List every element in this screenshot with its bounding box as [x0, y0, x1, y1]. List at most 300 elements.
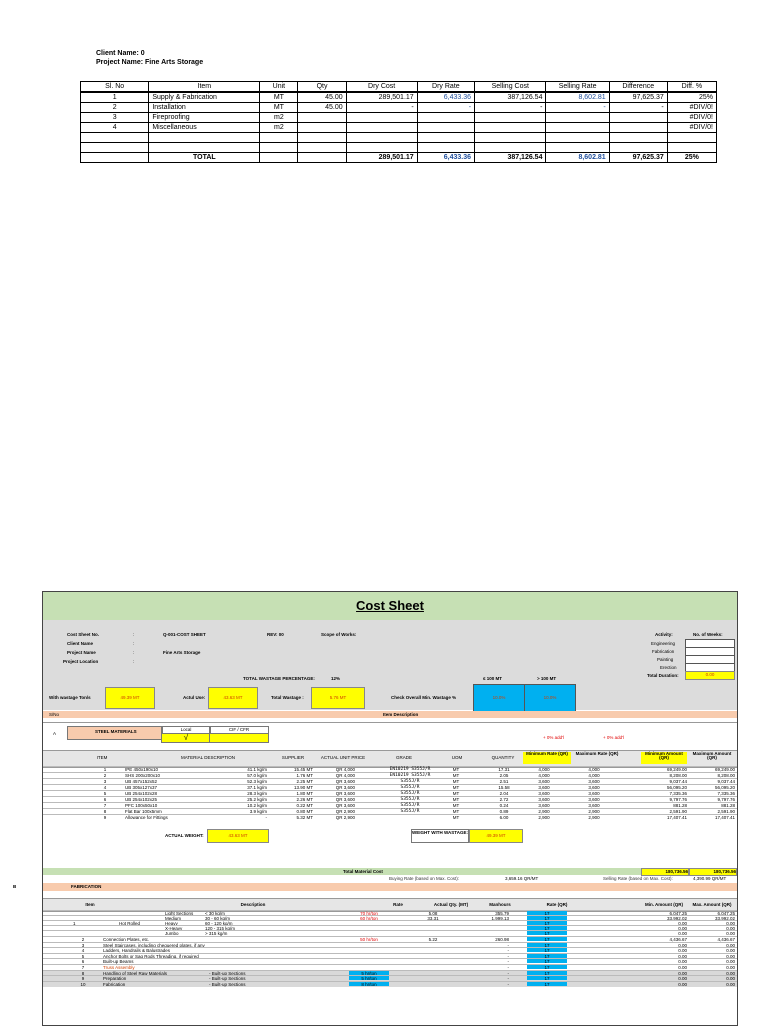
- material-cell: 28.3 kg/m: [247, 791, 267, 796]
- material-cell: 3,600: [588, 797, 600, 802]
- fabrication-cell: Ladders, Handrails & Balustrades: [103, 948, 171, 954]
- col-item: Item: [149, 82, 260, 93]
- summary-row: [81, 113, 717, 123]
- material-cell: S355J/R: [400, 785, 420, 790]
- material-cell: 17,407.41: [666, 815, 687, 820]
- col-unit: Unit: [260, 82, 298, 93]
- local-checkbox[interactable]: √: [161, 733, 211, 743]
- total-selling-rate: 8,602.81: [546, 153, 609, 163]
- summary-cell: [346, 113, 417, 123]
- material-cell: S355J/R: [400, 809, 420, 814]
- material-cell: 8: [103, 809, 107, 814]
- fabrication-cell: Connection Plates, etc.: [103, 937, 150, 942]
- fabrication-header-cell: Rate: [393, 902, 403, 907]
- summary-table: [80, 81, 717, 163]
- cost-sheet: [13, 591, 738, 1026]
- material-cell: 5: [103, 791, 107, 796]
- summary-cell: 289,501.17: [346, 92, 417, 103]
- summary-row: [81, 92, 717, 103]
- summary-cell: #DIV/0!: [667, 113, 716, 123]
- summary-cell: 8,602.81: [546, 92, 609, 103]
- summary-cell: Installation: [149, 103, 260, 113]
- total-difference: 97,625.37: [609, 153, 667, 163]
- material-cell: 57.0 kg/m: [247, 773, 267, 778]
- fabrication-cell: Handling of Steel Raw Materials: [103, 970, 168, 976]
- material-cell: 881.28: [673, 803, 687, 808]
- fabrication-cell: 3: [81, 942, 85, 948]
- material-cell: MT: [452, 773, 460, 778]
- material-cell: UB 254x102x25: [125, 797, 158, 802]
- summary-total-row: [81, 153, 717, 163]
- rates-row: [43, 876, 737, 882]
- material-cell: QR 2,900: [335, 809, 355, 814]
- total-label: TOTAL: [149, 153, 260, 163]
- material-cell: S355J/R: [400, 797, 420, 802]
- material-cell: 2,591.90: [669, 809, 687, 814]
- fabrication-cell: Steel Staircases, including chequered plates, if any: [103, 942, 205, 948]
- summary-cell: [417, 123, 474, 133]
- fabrication-cell: 0.00: [678, 948, 687, 954]
- summary-cell: Fireproofing: [149, 113, 260, 123]
- material-cell: 7,335.36: [669, 791, 687, 796]
- total-material-cost-row: [43, 868, 737, 875]
- material-cell: 2,900: [588, 815, 600, 820]
- wastage-pct-label: TOTAL WASTAGE PERCENTAGE:: [243, 676, 315, 681]
- total-duration-label: Total Duration:: [647, 673, 679, 678]
- fabrication-cell: 17: [527, 931, 567, 935]
- material-cell: 25.2 kg/m: [247, 797, 267, 802]
- fabrication-cell: 70 hr/ton: [360, 911, 378, 916]
- material-header-cell: SUPPLIER: [281, 755, 305, 760]
- summary-cell: [346, 123, 417, 133]
- total-material-cost-label: Total Material Cost: [343, 869, 383, 874]
- cif-label: CIF / CFR: [209, 726, 269, 734]
- summary-cell: 387,126.54: [475, 92, 546, 103]
- material-cell: S355J/R: [400, 779, 420, 784]
- summary-cell: 4: [81, 123, 149, 133]
- fabrication-cell: 33,992.02: [666, 916, 687, 921]
- material-cell: 15.45 MT: [293, 767, 313, 772]
- fabrication-cell: 5.08: [428, 911, 438, 916]
- with-wastage-value: 49.39 MT: [105, 687, 155, 709]
- fabrication-cell: 4,436.67: [717, 937, 735, 942]
- fabrication-cell: 0.00: [678, 953, 687, 959]
- fabrication-cell: 0.00: [678, 926, 687, 931]
- material-cell: 13.90 MT: [293, 785, 313, 790]
- material-cell: MT: [452, 785, 460, 790]
- fabrication-header-cell: Manhours: [489, 902, 511, 907]
- material-cell: 1: [103, 767, 107, 772]
- fabrication-header-cell: Actual Qty. (MT): [433, 902, 469, 907]
- section-b-header: [13, 883, 737, 891]
- summary-cell: [546, 123, 609, 133]
- fabrication-cell: 33,992.02: [714, 916, 735, 921]
- engineering-label: Engineering: [651, 641, 676, 646]
- material-row: [43, 814, 737, 820]
- fabrication-cell: 0.00: [726, 970, 735, 976]
- fabrication-cell: 0.00: [678, 981, 687, 987]
- selling-rate-label: Selling Rate (based on Max. Cost):: [603, 876, 673, 881]
- fabrication-cell: 17: [527, 965, 567, 969]
- material-cell: 9,037.44: [669, 779, 687, 784]
- erection-label: Erection: [660, 665, 677, 670]
- steel-materials-label: STEEL MATERIALS: [95, 729, 137, 734]
- material-cell: QR 3,600: [335, 785, 355, 790]
- summary-cell: #DIV/0!: [667, 103, 716, 113]
- wastage-pct-value: 12%: [331, 676, 341, 681]
- selling-rate-value: 4,390.99 QR/MT: [693, 876, 727, 881]
- material-cell: 0.24: [499, 803, 509, 808]
- material-cell: 2: [103, 773, 107, 778]
- summary-cell: -: [546, 103, 609, 113]
- total-max-amount: 180,736.56: [689, 868, 737, 876]
- colon: :: [133, 659, 135, 664]
- fabrication-cell: Light Sections: [165, 911, 194, 916]
- summary-cell: [417, 113, 474, 123]
- check-wastage-value-le100: 10.0%: [473, 684, 525, 712]
- material-cell: 8,208.00: [669, 773, 687, 778]
- material-cell: 3: [103, 779, 107, 784]
- project-value: Fine Arts Storage: [163, 650, 201, 655]
- fabrication-cell: 8: [81, 970, 85, 976]
- cif-checkbox[interactable]: [209, 733, 269, 743]
- material-cell: 5.32 MT: [296, 815, 313, 820]
- fabrication-rows: [43, 910, 737, 1025]
- fabrication-cell: Anchor Bolts or Sag Rods Threading, if required: [103, 953, 199, 959]
- col-dry-cost: Dry Cost: [346, 82, 417, 93]
- item-description-label: Item Description: [383, 712, 419, 717]
- fabrication-cell: 8 hr/ton: [349, 982, 389, 986]
- fabrication-cell: 33.31: [427, 916, 439, 921]
- sno-label: S/No: [49, 712, 60, 717]
- material-cell: MT: [452, 803, 460, 808]
- material-cell: 4,000: [538, 773, 550, 778]
- section-a-label: A: [53, 731, 57, 736]
- material-cell: IPE 450x190x10: [125, 767, 159, 772]
- fabrication-cell: < 30 kg/m: [205, 911, 225, 916]
- hot-rolled-label: Hot Rolled: [119, 921, 141, 926]
- summary-cell: 25%: [667, 92, 716, 103]
- material-cell: 3,600: [538, 803, 550, 808]
- fabrication-cell: 60 hr/ton: [360, 916, 378, 921]
- material-cell: 3,600: [588, 803, 600, 808]
- fabrication-cell: 17: [527, 921, 567, 925]
- fabrication-cell: 0.00: [678, 965, 687, 970]
- material-cell: UB 254x102x28: [125, 791, 158, 796]
- cost-sheet-title: Cost Sheet: [43, 592, 737, 620]
- fabrication-header-cell: Max. Amount (QR): [692, 902, 732, 907]
- fabrication-cell: 17: [527, 954, 567, 958]
- summary-cell: MT: [260, 103, 298, 113]
- fabrication-cell: Truss Assembly: [103, 965, 135, 970]
- material-cell: 9,797.76: [669, 797, 687, 802]
- material-cell: -: [265, 815, 267, 820]
- total-selling-cost: 387,126.54: [475, 153, 546, 163]
- material-cell: 6: [103, 797, 107, 802]
- material-cell: 0.89: [499, 809, 509, 814]
- material-cell: MT: [452, 767, 460, 772]
- fabrication-cell: 17: [527, 911, 567, 915]
- col-selling-cost: Selling Cost: [475, 82, 546, 93]
- material-cell: 3,600: [538, 791, 550, 796]
- total-dry-cost: 289,501.17: [346, 153, 417, 163]
- fabrication-cell: 120 - 315 kg/m: [205, 926, 236, 931]
- material-cell: UB 305x127x37: [125, 785, 158, 790]
- material-cell: 1.80 MT: [296, 791, 313, 796]
- total-min-amount: 180,736.56: [641, 868, 689, 876]
- fabrication-cell: -: [507, 942, 509, 948]
- client-name: Client Name: 0: [96, 50, 145, 57]
- material-cell: 69,249.00: [666, 767, 687, 772]
- colon: :: [133, 641, 135, 646]
- material-cell: 56,095.20: [666, 785, 687, 790]
- material-cell: 3.9 kg/m: [249, 809, 267, 814]
- material-rows: [43, 766, 737, 822]
- summary-cell: [546, 113, 609, 123]
- fabrication-cell: 0.00: [678, 931, 687, 936]
- material-cell: EN10219 S355J/R: [389, 773, 431, 778]
- fabrication-cell: Built-up Beams: [103, 959, 134, 965]
- summary-cell: -: [609, 103, 667, 113]
- check-wastage-value-gt100: 10.0%: [524, 684, 576, 712]
- summary-row: [81, 103, 717, 113]
- material-cell: 3,600: [538, 779, 550, 784]
- summary-cell: [609, 113, 667, 123]
- fabrication-cell: 0.00: [726, 981, 735, 987]
- material-cell: MT: [452, 815, 460, 820]
- material-cell: 1.76 MT: [296, 773, 313, 778]
- material-cell: 7,335.36: [717, 791, 735, 796]
- material-cell: 2,591.90: [717, 809, 735, 814]
- fabrication-cell: 0.00: [726, 921, 735, 926]
- material-cell: 0.22 MT: [296, 803, 313, 808]
- weight-with-wastage-label: WEIGHT WITH WASTAGE:: [411, 829, 469, 843]
- col-slno: Sl. No: [81, 82, 149, 93]
- fabrication-header-cell: Rate (QR): [546, 902, 568, 907]
- add2-label: + 0% add'l: [603, 735, 624, 740]
- summary-cell: 45.00: [298, 92, 346, 103]
- fabrication-cell: 0.00: [726, 948, 735, 954]
- label-project-location: Project Location: [63, 659, 99, 664]
- summary-cell: Supply & Fabrication: [149, 92, 260, 103]
- fabrication-cell: 4,436.67: [669, 937, 687, 942]
- fabrication-cell: 0.00: [726, 931, 735, 936]
- fabrication-cell: 0.00: [726, 976, 735, 982]
- actual-weight-label: ACTUAL WEIGHT:: [165, 833, 204, 838]
- fabrication-cell: -: [507, 953, 509, 959]
- total-duration-value: 0.00: [685, 671, 735, 680]
- fabrication-cell: Medium: [165, 916, 182, 921]
- fabrication-label: FABRICATION: [71, 884, 102, 889]
- material-cell: MT: [452, 809, 460, 814]
- summary-cell: 1: [81, 92, 149, 103]
- material-cell: UB 457x152x52: [125, 779, 158, 784]
- material-cell: 3,600: [588, 779, 600, 784]
- section-header-band: [43, 711, 737, 718]
- material-cell: 3,600: [538, 785, 550, 790]
- total-wastage-value: 5.76 MT: [311, 687, 365, 709]
- fabrication-cell: 30 - 60 kg/m: [205, 916, 231, 921]
- actual-weight-row: [43, 828, 737, 842]
- fabrication-cell: Preparation: [103, 976, 127, 982]
- fabrication-cell: 17: [527, 959, 567, 963]
- gt100-label: > 100 MT: [537, 676, 557, 681]
- fabrication-cell: - Built-up Sections: [209, 970, 246, 976]
- fabrication-cell: 17: [527, 971, 567, 975]
- fabrication-cell: -: [507, 976, 509, 982]
- material-cell: 8,208.00: [717, 773, 735, 778]
- summary-cell: [298, 123, 346, 133]
- material-cell: 69,249.00: [714, 767, 735, 772]
- painting-label: Painting: [657, 657, 674, 662]
- material-header-cell: Maximum Rate (QR): [575, 751, 619, 756]
- actual-weight-value: 43.63 MT: [207, 829, 269, 843]
- material-cell: 6.00: [499, 815, 509, 820]
- material-cell: MT: [452, 779, 460, 784]
- fabrication-cell: 17: [527, 976, 567, 980]
- material-cell: 2.05: [499, 773, 509, 778]
- fabrication-cell: 0.00: [678, 942, 687, 948]
- fabrication-cell: 5 hr/ton: [349, 976, 389, 980]
- summary-cell: MT: [260, 92, 298, 103]
- fabrication-cell: 5.22: [428, 937, 438, 942]
- material-cell: 4,000: [538, 767, 550, 772]
- material-cell: 2,900: [538, 815, 550, 820]
- material-cell: 4: [103, 785, 107, 790]
- section-a-header: [43, 722, 737, 751]
- fabrication-header-cell: Description: [240, 902, 266, 907]
- total-wastage-label: Total Wastage :: [271, 695, 304, 700]
- material-cell: QR 4,000: [335, 767, 355, 772]
- summary-cell: -: [475, 103, 546, 113]
- material-cell: PFC 100x50x10: [125, 803, 158, 808]
- fabrication-cell: 0.00: [726, 926, 735, 931]
- fabrication-cell: 0.00: [726, 965, 735, 970]
- fabrication-cell: 17: [527, 937, 567, 941]
- fabrication-cell: - Built-up Sections: [209, 981, 246, 987]
- fabrication-cell: Jumbo: [165, 931, 179, 936]
- fabrication-row: [43, 981, 737, 987]
- material-cell: QR 3,600: [335, 797, 355, 802]
- summary-cell: Miscellaneous: [149, 123, 260, 133]
- material-header-cell: Maximum Amount (QR): [692, 751, 732, 760]
- fabrication-cell: - Built-up Sections: [209, 976, 246, 982]
- material-cell: 2.26 MT: [296, 797, 313, 802]
- fabrication-cell: 9: [81, 976, 85, 982]
- fabrication-cell: 17: [527, 916, 567, 920]
- fabrication-cell: 0.00: [726, 959, 735, 965]
- summary-cell: 97,625.37: [609, 92, 667, 103]
- material-cell: 4,000: [588, 767, 600, 772]
- project-name: Project Name: Fine Arts Storage: [96, 59, 204, 66]
- summary-cell: 3: [81, 113, 149, 123]
- fabrication-cell: 17: [527, 982, 567, 986]
- fabrication-header-cell: Min. Amount (QR): [644, 902, 684, 907]
- colon: :: [133, 650, 135, 655]
- material-cell: MT: [452, 797, 460, 802]
- material-cell: 9,797.76: [717, 797, 735, 802]
- fabrication-cell: X-Heavy: [165, 926, 183, 931]
- material-cell: EN10219 S355J/R: [389, 767, 431, 772]
- fabrication-cell: 0.00: [678, 976, 687, 982]
- fabrication-cell: 6,047.25: [669, 911, 687, 916]
- total-dry-rate: 6,433.36: [417, 153, 474, 163]
- fabrication-cell: 6: [81, 959, 85, 965]
- material-cell: 4,000: [588, 773, 600, 778]
- fabrication-cell: 6,047.25: [717, 911, 735, 916]
- weeks-label: No. of Weeks:: [693, 632, 723, 637]
- fabrication-cell: 0.00: [678, 959, 687, 965]
- label-project-name: Project Name: [67, 650, 96, 655]
- material-cell: 2.04: [499, 791, 509, 796]
- material-cell: QR 3,600: [335, 803, 355, 808]
- summary-cell: [475, 123, 546, 133]
- material-header-cell: QUANTITY: [491, 755, 515, 760]
- label-client-name: Client Name: [67, 641, 94, 646]
- fabrication-cell: 1,999.13: [491, 916, 509, 921]
- fabrication-cell: 10: [80, 981, 86, 987]
- fabrication-cell: 2: [81, 937, 85, 942]
- fabrication-cell: -: [507, 981, 509, 987]
- label-cost-sheet-no: Cost Sheet No.: [67, 632, 100, 637]
- fabrication-cell: -: [507, 948, 509, 954]
- add1-label: + 0% add'l: [543, 735, 564, 740]
- activity-label: Activity:: [655, 632, 673, 637]
- actual-use-label: Actul Use:: [183, 695, 206, 700]
- fabrication-cell: 50 hr/ton: [360, 937, 378, 942]
- summary-cell: -: [346, 103, 417, 113]
- material-cell: 52.3 kg/m: [247, 779, 267, 784]
- rev-value: REV: 00: [267, 632, 284, 637]
- material-cell: S355J/R: [400, 803, 420, 808]
- material-header-cell: Minimum Amount (QR): [641, 752, 687, 764]
- material-cell: SHS 200x200x10: [125, 773, 161, 778]
- material-cell: 41.1 kg/m: [247, 767, 267, 772]
- summary-cell: #DIV/0!: [667, 123, 716, 133]
- summary-cell: m2: [260, 123, 298, 133]
- material-cell: 3,600: [588, 785, 600, 790]
- material-cell: QR 4,000: [335, 773, 355, 778]
- summary-cell: 45.00: [298, 103, 346, 113]
- actual-use-value: 43.63 MT: [208, 687, 258, 709]
- material-cell: 881.28: [721, 803, 735, 808]
- material-cell: Flat Bar 100x5mm: [125, 809, 162, 814]
- material-cell: 0.80 MT: [296, 809, 313, 814]
- summary-header-row: [81, 82, 717, 93]
- fabrication-cell: 7: [81, 965, 85, 970]
- material-cell: QR 3,600: [335, 791, 355, 796]
- local-label: Local: [161, 726, 211, 734]
- summary-cell: 6,433.36: [417, 92, 474, 103]
- fabrication-cell: 0.00: [678, 921, 687, 926]
- cost-sheet-info-panel: [43, 620, 737, 710]
- colon: :: [133, 632, 135, 637]
- buying-rate-value: 3,659.16 QR/MT: [505, 876, 539, 881]
- summary-cell: [298, 113, 346, 123]
- total-diff-pct: 25%: [667, 153, 716, 163]
- material-cell: QR 2,900: [335, 815, 355, 820]
- material-cell: 37.1 kg/m: [247, 785, 267, 790]
- summary-cell: [609, 123, 667, 133]
- fabrication-cell: 60 - 120 kg/m: [205, 921, 233, 926]
- fabrication-cell: 0.00: [678, 970, 687, 976]
- fabrication-cell: 260.98: [495, 937, 509, 942]
- col-selling-rate: Selling Rate: [546, 82, 609, 93]
- material-header-cell: ITEM: [96, 755, 108, 760]
- material-cell: 7: [103, 803, 107, 808]
- section-b-label: B: [13, 884, 17, 889]
- material-cell: 2.51: [499, 779, 509, 784]
